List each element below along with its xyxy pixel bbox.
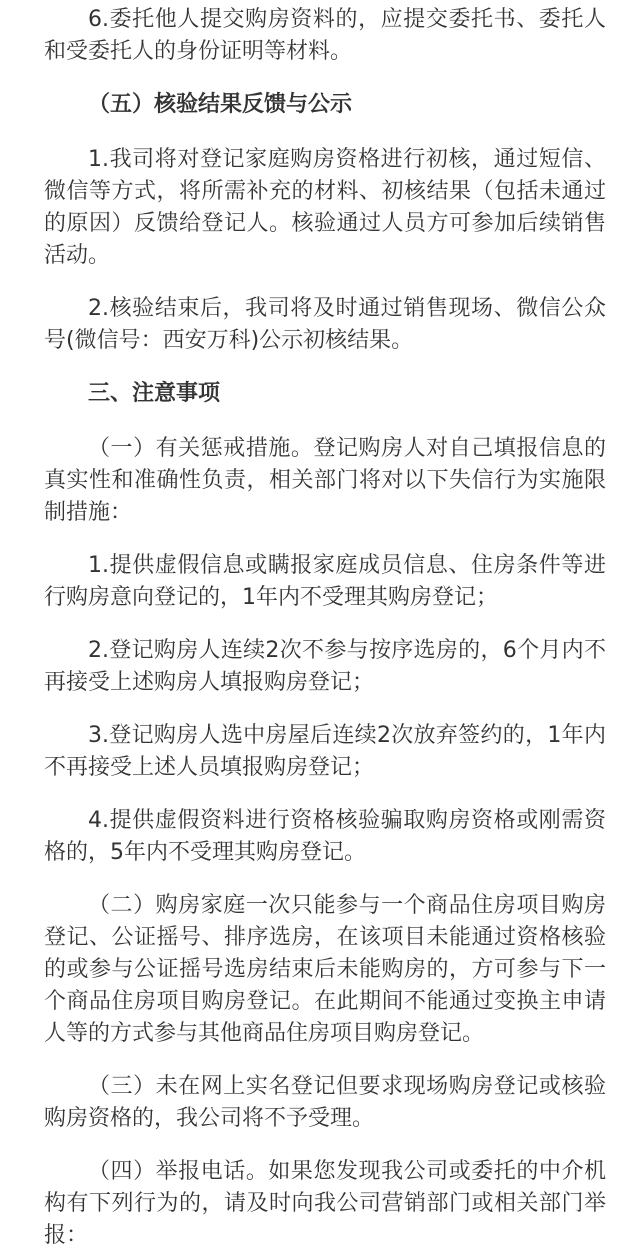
paragraph-initial-review: 1.我司将对登记家庭购房资格进行初核，通过短信、微信等方式，将所需补充的材料、初核结果（包括未通过的原因）反馈给登记人。核验通过人员方可参加后续销售活动。: [44, 147, 606, 268]
section-heading-notes: 三、注意事项: [88, 381, 221, 406]
section-heading-verification-feedback: （五）核验结果反馈与公示: [88, 92, 353, 117]
paragraph-penalty-item-2: 2.登记购房人连续2次不参与按序选房的，6个月内不再接受上述购房人填报购房登记；: [44, 638, 606, 695]
paragraph-penalty-item-4: 4.提供虚假资料进行资格核验骗取购房资格或刚需资格的，5年内不受理其购房登记。: [44, 808, 606, 865]
paragraph-result-publication: 2.核验结束后，我司将及时通过销售现场、微信公众号(微信号：西安万科)公示初核结果。: [44, 296, 606, 353]
paragraph-penalty-item-3: 3.登记购房人选中房屋后连续2次放弃签约的，1年内不再接受上述人员填报购房登记；: [44, 723, 606, 780]
paragraph-real-name-rule: （三）未在网上实名登记但要求现场购房登记或核验购房资格的，我公司将不予受理。: [44, 1074, 606, 1131]
paragraph-report-hotline: （四）举报电话。如果您发现我公司或委托的中介机构有下列行为的，请及时向我公司营销部门或相关部门举报：: [44, 1159, 606, 1248]
paragraph-penalty-item-1: 1.提供虚假信息或瞒报家庭成员信息、住房条件等进行购房意向登记的，1年内不受理其购房登记；: [44, 553, 606, 610]
paragraph-proxy-materials: 6.委托他人提交购房资料的，应提交委托书、委托人和受委托人的身份证明等材料。: [44, 7, 606, 64]
paragraph-single-project-rule: （二）购房家庭一次只能参与一个商品住房项目购房登记、公证摇号、排序选房，在该项目未能通过资格核验的或参与公证摇号选房结束后未能购房的，方可参与下一个商品住房项目购房登记。在此期间不能通过变换主申请人等的方式参与其他商品住房项目购房登记。: [44, 893, 606, 1046]
paragraph-penalty-measures: （一）有关惩戒措施。登记购房人对自己填报信息的真实性和准确性负责，相关部门将对以下失信行为实施限制措施：: [44, 436, 606, 525]
